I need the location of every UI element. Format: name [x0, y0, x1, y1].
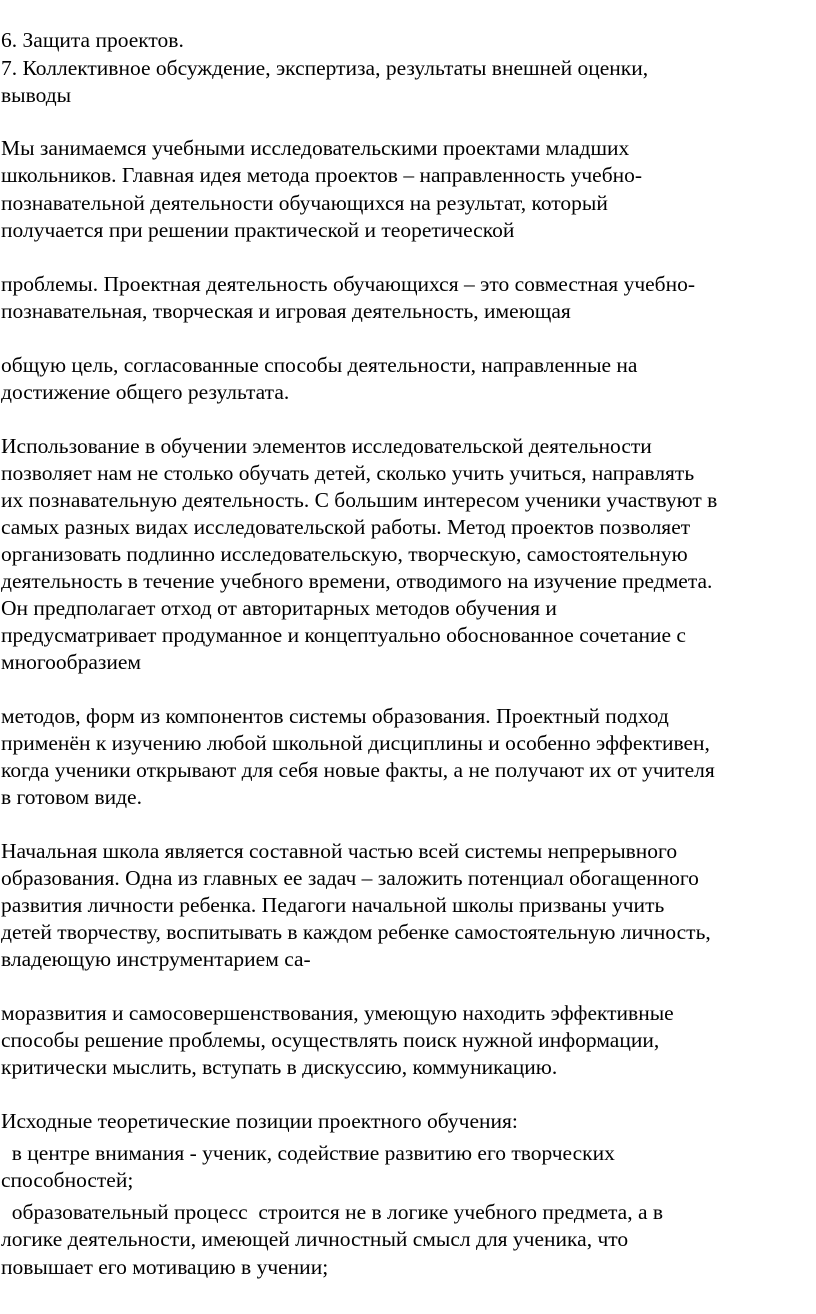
paragraph-line: образования. Одна из главных ее задач – заложить потенциал обогащенного	[1, 866, 699, 890]
bullet-item-continuation: логике деятельности, имеющей личностный смысл для ученика, что	[1, 1227, 629, 1251]
paragraph-line: владеющую инструментарием са-	[1, 947, 311, 971]
list-item: 7. Коллективное обсуждение, экспертиза, результаты внешней оценки,	[1, 56, 649, 80]
paragraph-line: деятельность в течение учебного времени, отводимого на изучение предмета.	[1, 569, 713, 593]
paragraph-line: достижение общего результата.	[1, 380, 290, 404]
paragraph-line: детей творчеству, воспитывать в каждом ребенке самостоятельную личность,	[1, 920, 711, 944]
paragraph-line: самых разных видах исследовательской работы. Метод проектов позволяет	[1, 515, 691, 539]
paragraph-line: моразвития и самосовершенствования, умеющую находить эффективные	[1, 1001, 674, 1025]
paragraph-line: критически мыслить, вступать в дискуссию, коммуникацию.	[1, 1055, 558, 1079]
bullet-item-continuation: способностей;	[1, 1168, 134, 1192]
bullet-item: образовательный процесс строится не в логике учебного предмета, а в	[1, 1200, 664, 1224]
paragraph-line: Мы занимаемся учебными исследовательскими проектами младших	[1, 136, 630, 160]
list-item: 6. Защита проектов.	[1, 28, 184, 52]
paragraph-line: Он предполагает отход от авторитарных методов обучения и	[1, 596, 557, 620]
paragraph-line: когда ученики открывают для себя новые факты, а не получают их от учителя	[1, 758, 715, 782]
paragraph-line: познавательная, творческая и игровая деятельность, имеющая	[1, 299, 571, 323]
paragraph-line: развития личности ребенка. Педагоги начальной школы призваны учить	[1, 893, 665, 917]
bullet-item: в центре внимания - ученик, содействие развитию его творческих	[1, 1141, 615, 1165]
paragraph-line: предусматривает продуманное и концептуально обоснованное сочетание с	[1, 623, 686, 647]
paragraph-line: Начальная школа является составной частью всей системы непрерывного	[1, 839, 678, 863]
paragraph-line: познавательной деятельности обучающихся на результат, который	[1, 191, 608, 215]
bullet-item-continuation: повышает его мотивацию в учении;	[1, 1255, 329, 1279]
paragraph-line: многообразием	[1, 650, 142, 674]
paragraph-line: Использование в обучении элементов исследовательской деятельности	[1, 434, 652, 458]
paragraph-line: применён к изучению любой школьной дисциплины и особенно эффективен,	[1, 731, 710, 755]
paragraph-line: проблемы. Проектная деятельность обучающихся – это совместная учебно-	[1, 272, 696, 296]
paragraph-line: организовать подлинно исследовательскую, творческую, самостоятельную	[1, 542, 688, 566]
paragraph-line: способы решение проблемы, осуществлять поиск нужной информации,	[1, 1028, 660, 1052]
paragraph-line: в готовом виде.	[1, 785, 142, 809]
paragraph-line: школьников. Главная идея метода проектов – направленность учебно-	[1, 163, 643, 187]
paragraph-line: получается при решении практической и теоретической	[1, 218, 515, 242]
paragraph-line: методов, форм из компонентов системы образования. Проектный подход	[1, 704, 669, 728]
list-item-continuation: выводы	[1, 83, 72, 107]
paragraph-line: Исходные теоретические позиции проектного обучения:	[1, 1109, 518, 1133]
paragraph-line: их познавательную деятельность. С большим интересом ученики участвуют в	[1, 488, 718, 512]
paragraph-line: позволяет нам не столько обучать детей, сколько учить учиться, направлять	[1, 461, 695, 485]
paragraph-line: общую цель, согласованные способы деятельности, направленные на	[1, 353, 638, 377]
